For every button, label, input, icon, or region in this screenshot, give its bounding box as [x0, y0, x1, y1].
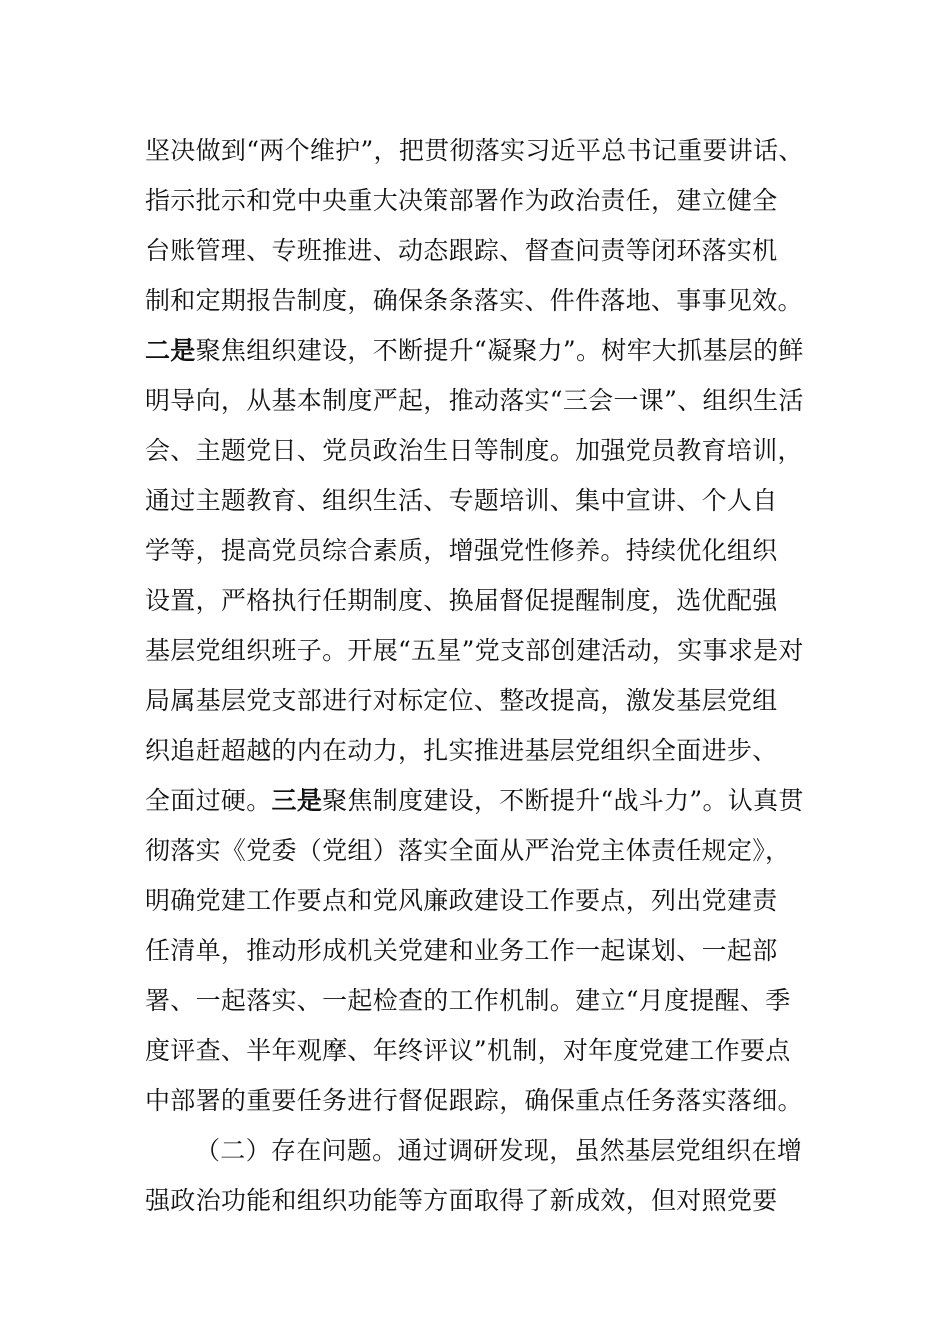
text-line [145, 826, 805, 876]
text-line [145, 876, 805, 926]
text-segment: 通过主题教育、组织生活、专题培训、集中宣讲、个人自 [145, 486, 778, 515]
text-line [145, 426, 805, 476]
text-segment: 基层党组织班子。开展“五星”党支部创建活动，实事求是对 [145, 636, 804, 665]
text-segment: 坚决做到“两个维护”，把贯彻落实习近平总书记重要讲话、 [145, 136, 804, 165]
text-segment: 台账管理、专班推进、动态跟踪、督查问责等闭环落实机 [145, 236, 778, 265]
bold-lead-phrase: 二是 [145, 336, 196, 365]
text-line [145, 126, 805, 176]
text-line [145, 776, 805, 826]
text-segment: 全面过硬。 [145, 786, 272, 815]
text-segment: 聚焦组织建设，不断提升“凝聚力”。树牢大抓基层的鲜 [195, 336, 804, 365]
text-segment: 局属基层党支部进行对标定位、整改提高，激发基层党组 [145, 686, 778, 715]
text-line [145, 176, 805, 226]
text-line [145, 576, 805, 626]
text-line [145, 926, 805, 976]
text-segment: 指示批示和党中央重大决策部署作为政治责任，建立健全 [145, 186, 778, 215]
text-segment: 制和定期报告制度，确保条条落实、件件落地、事事见效。 [145, 286, 803, 315]
bold-lead-phrase: 三是 [271, 786, 323, 815]
text-segment: （二）存在问题。通过调研发现，虽然基层党组织在增 [195, 1136, 803, 1165]
text-line [145, 326, 805, 376]
text-line [145, 1026, 805, 1076]
text-line [145, 626, 805, 676]
text-line [145, 276, 805, 326]
text-line [145, 1176, 805, 1226]
text-line [145, 526, 805, 576]
text-line [145, 1126, 805, 1176]
text-segment: 明确党建工作要点和党风廉政建设工作要点，列出党建责 [145, 886, 778, 915]
text-line [145, 376, 805, 426]
body-text [145, 126, 805, 1226]
text-segment: 设置，严格执行任期制度、换届督促提醒制度，选优配强 [145, 586, 778, 615]
text-line [145, 1076, 805, 1126]
text-line [145, 476, 805, 526]
text-segment: 署、一起落实、一起检查的工作机制。建立“月度提醒、季 [145, 986, 791, 1015]
text-segment: 彻落实《党委（党组）落实全面从严治党主体责任规定》， [145, 836, 791, 865]
text-segment: 会、主题党日、党员政治生日等制度。加强党员教育培训， [145, 436, 803, 465]
text-segment: 织追赶超越的内在动力，扎实推进基层党组织全面进步、 [145, 736, 778, 765]
text-segment: 度评查、半年观摩、年终评议”机制，对年度党建工作要点 [145, 1036, 791, 1065]
text-segment: 聚焦制度建设，不断提升“战斗力”。认真贯 [322, 786, 804, 815]
text-segment: 明导向，从基本制度严起，推动落实“三会一课”、组织生活 [145, 386, 804, 415]
text-line [145, 676, 805, 726]
text-segment: 中部署的重要任务进行督促跟踪，确保重点任务落实落细。 [145, 1086, 803, 1115]
text-line [145, 226, 805, 276]
text-line [145, 976, 805, 1026]
text-segment: 任清单，推动形成机关党建和业务工作一起谋划、一起部 [145, 936, 778, 965]
text-segment: 学等，提高党员综合素质，增强党性修养。持续优化组织 [145, 536, 778, 565]
text-segment: 强政治功能和组织功能等方面取得了新成效，但对照党要 [145, 1186, 778, 1215]
text-line [145, 726, 805, 776]
